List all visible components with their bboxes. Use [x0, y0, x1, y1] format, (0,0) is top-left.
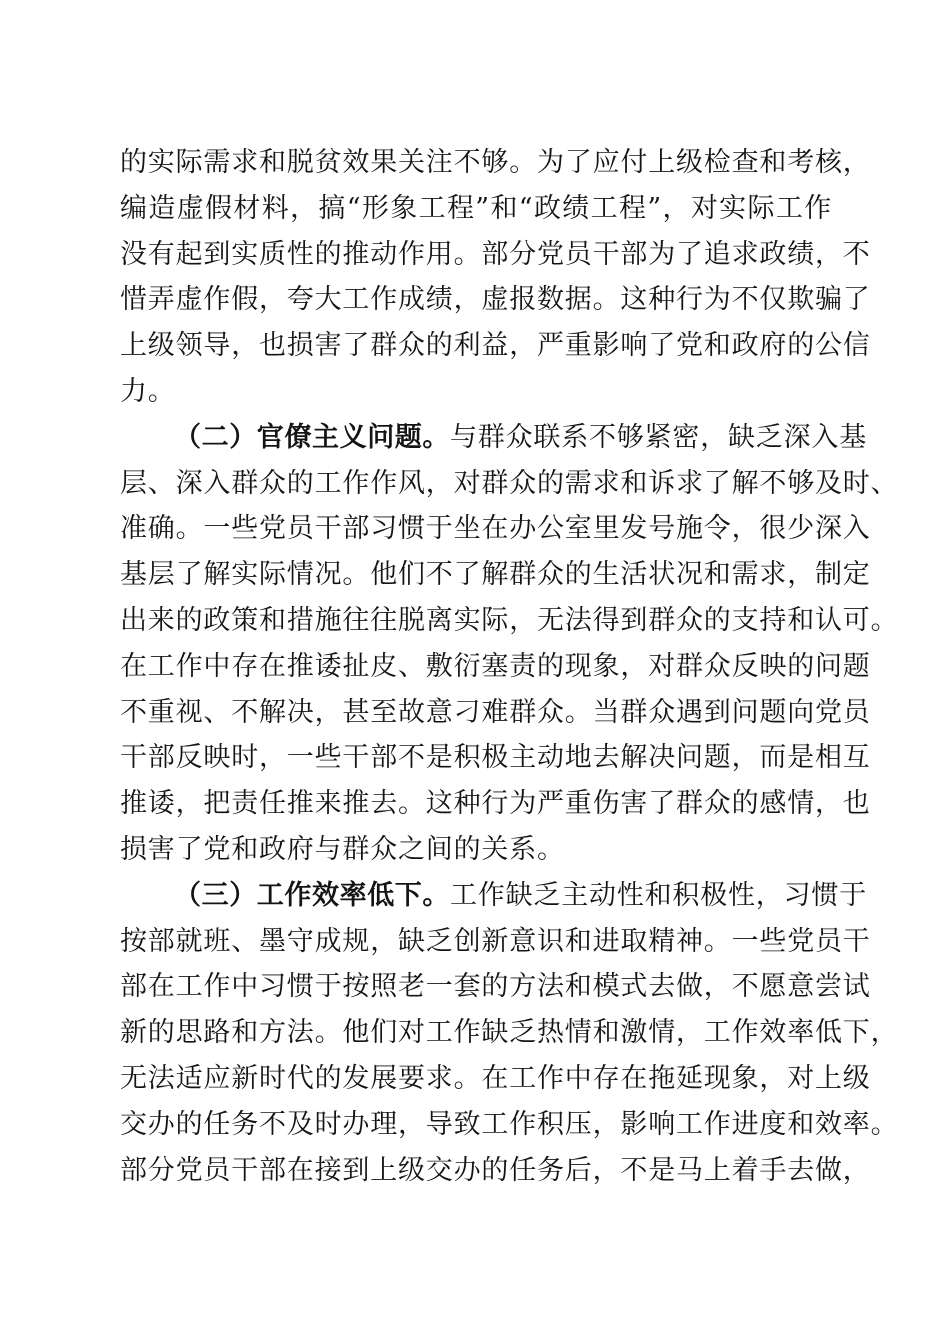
text-line: 部分党员干部在接到上级交办的任务后，不是马上着手去做，: [120, 1154, 871, 1186]
paragraph-2: [120, 415, 899, 873]
paragraph-1: [120, 140, 871, 415]
paragraph-first-line: [120, 873, 867, 919]
text-line: 层、深入群众的工作作风，对群众的需求和诉求了解不够及时、: [120, 467, 899, 499]
text-line: 新的思路和方法。他们对工作缺乏热情和激情，工作效率低下，: [120, 1017, 899, 1049]
text-line: 无法适应新时代的发展要求。在工作中存在拖延现象，对上级: [120, 1062, 871, 1094]
paragraph-first-line: [120, 415, 867, 461]
text-line: 损害了党和政府与群众之间的关系。: [120, 833, 565, 865]
text-run: 工作缺乏主动性和积极性，习惯于: [450, 879, 867, 911]
text-line: 基层了解实际情况。他们不了解群众的生活状况和需求，制定: [120, 559, 871, 591]
text-line: 出来的政策和措施往往脱离实际，无法得到群众的支持和认可。: [120, 604, 899, 636]
text-line: 交办的任务不及时办理，导致工作积压，影响工作进度和效率。: [120, 1108, 899, 1140]
section-heading: （二）官僚主义问题。: [174, 421, 450, 453]
text-line: 的实际需求和脱贫效果关注不够。为了应付上级检查和考核，: [120, 147, 871, 178]
document-body: [120, 140, 899, 1193]
text-line: 部在工作中习惯于按照老一套的方法和模式去做，不愿意尝试: [120, 971, 871, 1003]
section-heading: （三）工作效率低下。: [174, 879, 450, 911]
text-line: 在工作中存在推诿扯皮、敷衍塞责的现象，对群众反映的问题: [120, 650, 871, 682]
text-line: 力。: [120, 375, 176, 407]
text-line: 上级领导，也损害了群众的利益，严重影响了党和政府的公信: [120, 330, 871, 362]
text-line: 准确。一些党员干部习惯于坐在办公室里发号施令，很少深入: [120, 513, 871, 545]
text-line: 编造虚假材料，搞“形象工程”和“政绩工程”，对实际工作: [120, 192, 832, 224]
paragraph-3: [120, 873, 899, 1194]
text-run: 与群众联系不够紧密，缺乏深入基: [450, 421, 867, 453]
text-line: 干部反映时，一些干部不是积极主动地去解决问题，而是相互: [120, 742, 871, 774]
text-line: 惜弄虚作假，夸大工作成绩，虚报数据。这种行为不仅欺骗了: [120, 284, 871, 316]
text-line: 推诿，把责任推来推去。这种行为严重伤害了群众的感情，也: [120, 788, 871, 820]
text-line: 不重视、不解决，甚至故意刁难群众。当群众遇到问题向党员: [120, 696, 871, 728]
text-line: 没有起到实质性的推动作用。部分党员干部为了追求政绩，不: [120, 238, 871, 270]
text-line: 按部就班、墨守成规，缺乏创新意识和进取精神。一些党员干: [120, 925, 871, 957]
